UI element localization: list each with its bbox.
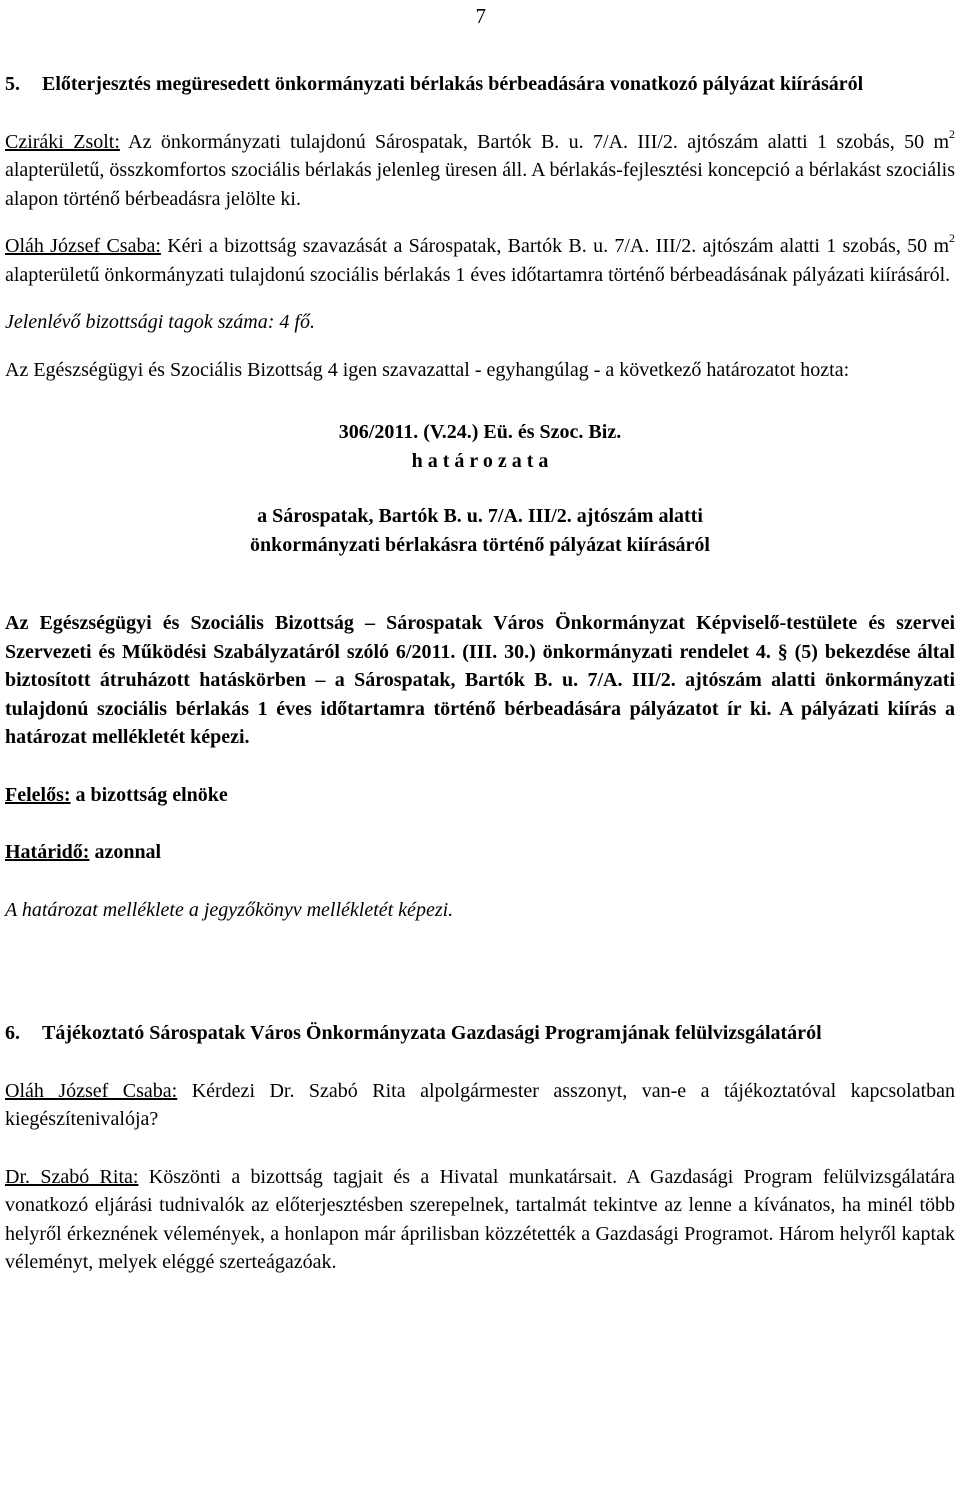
- responsible-label: Felelős:: [5, 783, 71, 806]
- speaker-olah-2: Oláh József Csaba:: [5, 1079, 178, 1102]
- resolution-word: h a t á r o z a t a: [411, 449, 549, 472]
- document-body: [5, 70, 955, 1277]
- deadline: [5, 838, 955, 867]
- deadline-value: azonnal: [89, 841, 162, 863]
- section-6-number: 6.: [5, 1022, 20, 1044]
- section-5-title: Előterjesztés megüresedett önkormányzati bérlakás bérbeadására vonatkozó pályázat kiírásáról: [42, 73, 864, 95]
- olah-question-text: Kérdezi Dr. Szabó Rita alpolgármester asszonyt, van-e a tájékoztatóval kapcsolatban kiegészítenivalója?: [5, 1079, 955, 1130]
- section-5-heading: [5, 70, 955, 99]
- resolution-subject-1: a Sárospatak, Bartók B. u. 7/A. III/2. ajtószám alatti: [257, 505, 703, 527]
- cziraki-text-b: alapterületű, összkomfortos szociális bérlakás jelenleg üresen áll. A bérlakás-fejlesztési koncepció a bérlakást szociális alapon történő bérbeadásra jelölte ki.: [5, 159, 955, 210]
- deadline-label: Határidő:: [5, 841, 90, 863]
- olah-paragraph: [5, 232, 955, 289]
- resolution-number: 306/2011. (V.24.) Eü. és Szoc. Biz.: [338, 421, 622, 443]
- olah-question: [5, 1077, 955, 1134]
- cziraki-paragraph: [5, 128, 955, 214]
- olah-text-a: Kéri a bizottság szavazását a Sárospatak, Bartók B. u. 7/A. III/2. ajtószám alatti 1 szobás, 50 m: [160, 235, 949, 257]
- superscript: 2: [949, 231, 955, 246]
- olah-text-b: alapterületű önkormányzati tulajdonú szociális bérlakás 1 éves időtartamra történő bérbeadásának pályázati kiírásáról.: [5, 263, 951, 286]
- section-5-number: 5.: [5, 73, 20, 95]
- section-6-heading: [5, 1019, 955, 1048]
- page-number: 7: [475, 4, 486, 28]
- speaker-olah: Oláh József Csaba:: [5, 235, 161, 257]
- responsible-value: a bizottság elnöke: [70, 783, 228, 806]
- szabo-paragraph: [5, 1163, 955, 1277]
- vote-statement: Az Egészségügyi és Szociális Bizottság 4 igen szavazattal - egyhangúlag - a következő határozatot hozta:: [5, 358, 850, 381]
- responsible: [5, 781, 955, 810]
- szabo-text: Köszönti a bizottság tagjait és a Hivatal munkatársait. A Gazdasági Program felülvizsgálatára vonatkozó eljárási tudnivalók az előterjesztésben szerepelnek, tartalmát tekintve az lenne a kívánatos, ha minél több helyről érkeznének vélemények, a honlapon már áprilisban közzétették a Gazdasági Programot. Három helyről kaptak véleményt, melyek eléggé szerteágazóak.: [5, 1165, 955, 1273]
- resolution-subject-2: önkormányzati bérlakásra történő pályázat kiírásáról: [250, 533, 710, 556]
- section-6-title: Tájékoztató Sárospatak Város Önkormányzata Gazdasági Programjának felülvizsgálatáról: [42, 1022, 822, 1044]
- superscript: 2: [949, 126, 955, 141]
- annex-note: A határozat melléklete a jegyzőkönyv mellékletét képezi.: [5, 898, 454, 921]
- speaker-cziraki: Cziráki Zsolt:: [5, 130, 120, 153]
- speaker-szabo: Dr. Szabó Rita:: [5, 1165, 139, 1188]
- cziraki-text-a: Az önkormányzati tulajdonú Sárospatak, Bartók B. u. 7/A. III/2. ajtószám alatti 1 szobás, 50 m: [119, 130, 949, 153]
- present-members: Jelenlévő bizottsági tagok száma: 4 fő.: [5, 311, 315, 333]
- resolution-body: Az Egészségügyi és Szociális Bizottság – Sárospatak Város Önkormányzat Képviselő-testülete és szervei Szervezeti és Működési Szabályzatáról szóló 6/2011. (III. 30.) önkormányzati rendelet 4. § (5) bekezdése által biztosított átruházott hatáskörben – a Sárospatak, Bartók B. u. 7/A. III/2. ajtószám alatti önkormányzati tulajdonú szociális bérlakás 1 éves időtartamra történő bérbeadására pályázatot ír ki. A pályázati kiírás a határozat mellékletét képezi.: [5, 612, 955, 748]
